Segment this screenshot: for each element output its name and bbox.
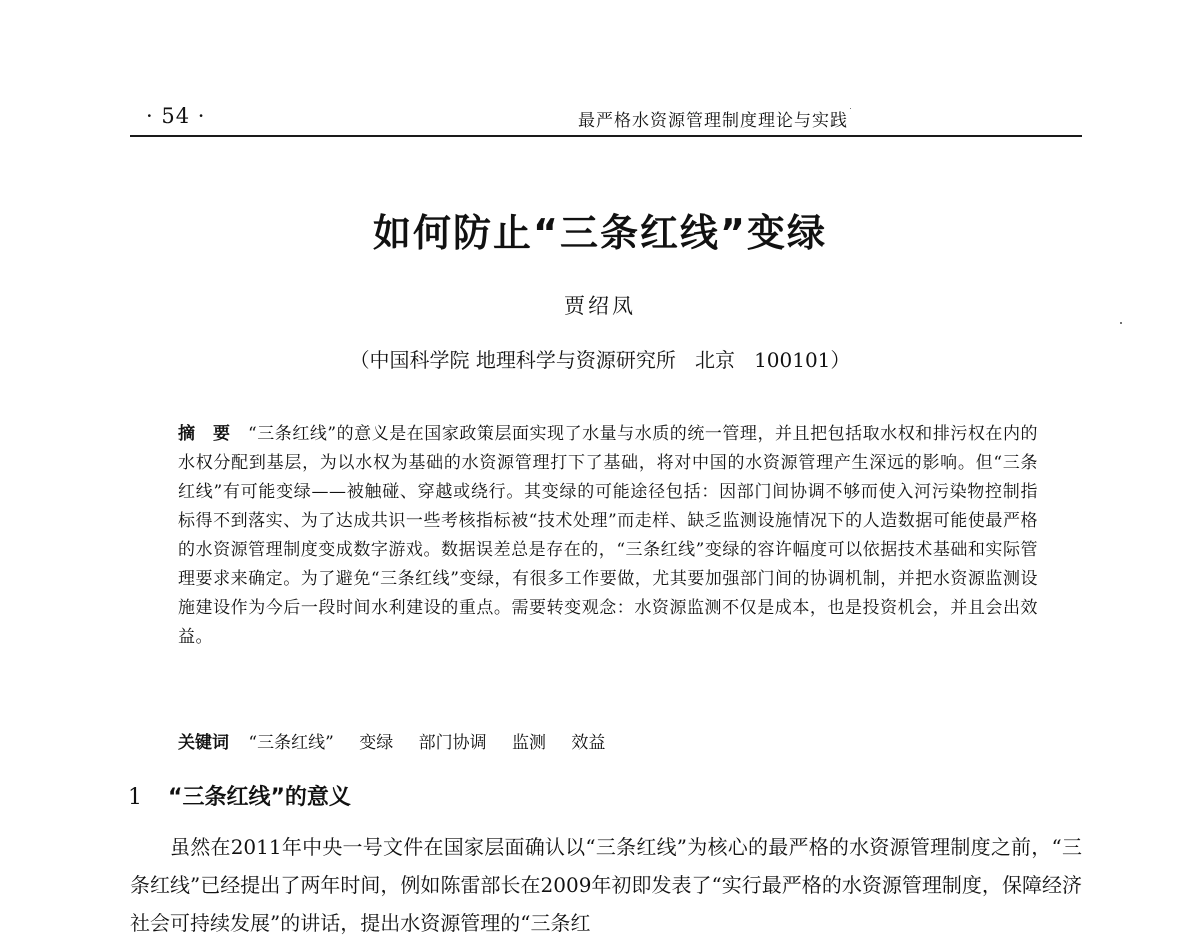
section-number: 1 xyxy=(128,785,142,810)
keyword: “三条红线” xyxy=(248,733,334,753)
author-affiliation: （中国科学院 地理科学与资源研究所 北京 100101） xyxy=(349,348,851,372)
journal-title: 最严格水资源管理制度理论与实践 xyxy=(578,111,848,131)
body-paragraph: 虽然在2011年中央一号文件在国家层面确认以“三条红线”为核心的最严格的水资源管理制度之前，“三条红线”已经提出了两年时间，例如陈雷部长在2009年初即发表了“实行最严格的水资源管理制度，保障经济社会可持续发展”的讲话，提出水资源管理的“三条红 xyxy=(130,835,1082,935)
keywords xyxy=(178,729,1038,758)
section-title: “三条红线”的意义 xyxy=(168,785,351,810)
article-author: 贾绍凤 xyxy=(564,294,636,318)
keyword: 变绿 xyxy=(359,733,394,753)
keyword: 效益 xyxy=(571,733,606,753)
section-heading xyxy=(128,780,351,811)
abstract-label: 摘 要 xyxy=(178,424,237,444)
abstract xyxy=(178,420,1038,652)
running-header xyxy=(130,96,1080,136)
header-rule xyxy=(130,135,1082,137)
scan-speck xyxy=(850,108,851,109)
page-number: · 54 · xyxy=(146,104,206,128)
keyword: 监测 xyxy=(512,733,547,753)
scan-speck xyxy=(1120,322,1122,324)
abstract-text: “三条红线”的意义是在国家政策层面实现了水量与水质的统一管理，并且把包括取水权和排污权在内的水权分配到基层，为以水权为基础的水资源管理打下了基础，将对中国的水资源管理产生深远的影响。但“三条红线”有可能变绿——被触碰、穿越或绕行。其变绿的可能途径包括：因部门间协调不够而使入河污染物控制指标得不到落实、为了达成共识一些考核指标被“技术处理”而走样、缺乏监测设施情况下的人造数据可能使最严格的水资源管理制度变成数字游戏。数据误差总是存在的，“三条红线”变绿的容许幅度可以依据技术基础和实际管理要求来确定。为了避免“三条红线”变绿，有很多工作要做，尤其要加强部门间的协调机制，并把水资源监测设施建设作为今后一段时间水利建设的重点。需要转变观念：水资源监测不仅是成本，也是投资机会，并且会出效益。 xyxy=(178,424,1038,647)
article-title: 如何防止“三条红线”变绿 xyxy=(373,211,827,255)
keywords-label: 关键词 xyxy=(178,733,229,753)
keyword: 部门协调 xyxy=(418,733,487,753)
